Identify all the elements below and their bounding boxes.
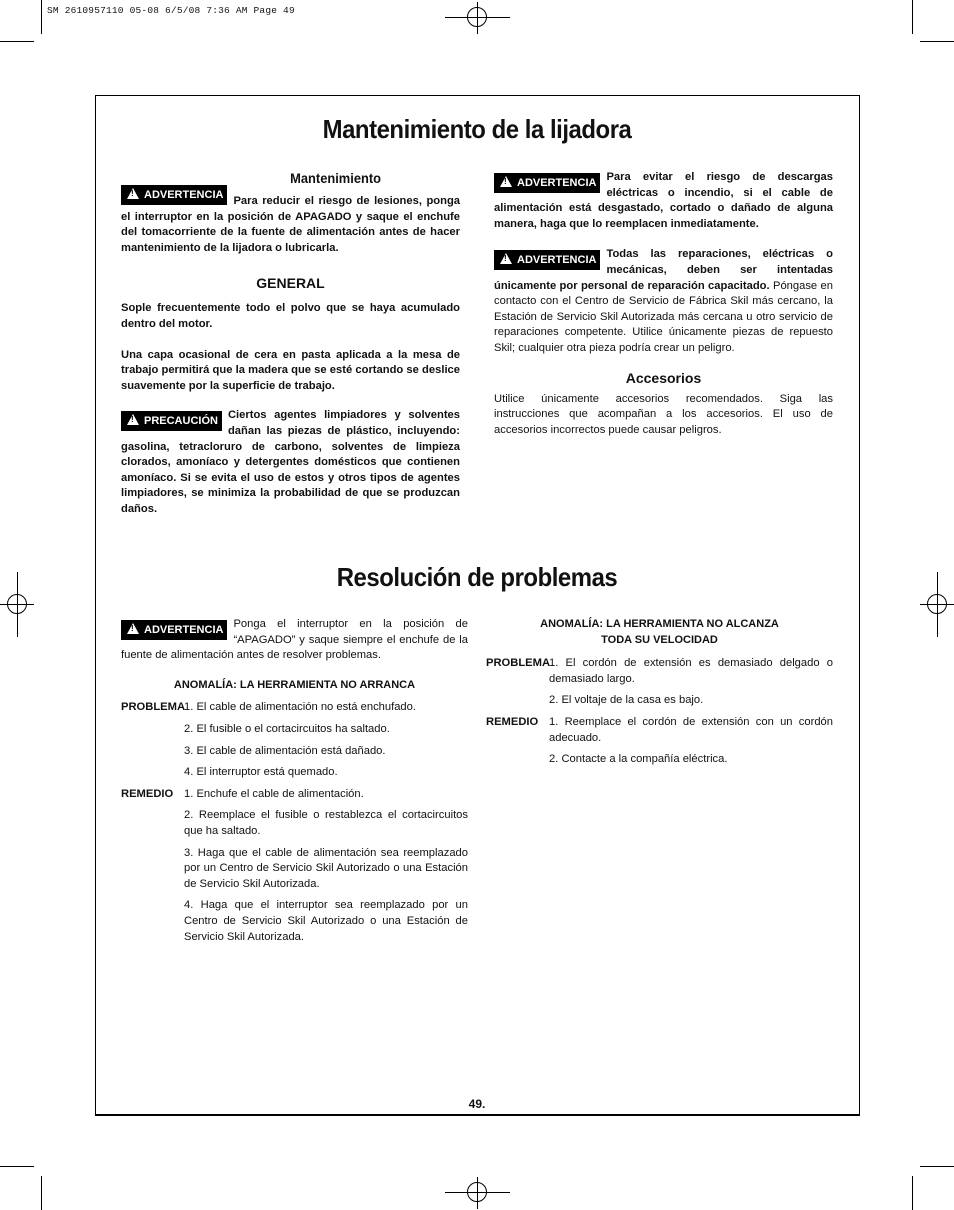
general-paragraph: Una capa ocasional de cera en pasta aplicada a la mesa de trabajo permitirá que la madera que se esté cortando se deslice suavemente por la superficie de trabajo. bbox=[121, 348, 460, 392]
problema-label: PROBLEMA bbox=[121, 701, 186, 714]
anomaly-heading: TODA SU VELOCIDAD bbox=[601, 633, 718, 646]
troubleshooting-left-column bbox=[121, 617, 468, 945]
caution-badge: !PRECAUCIÓN bbox=[121, 411, 222, 431]
warning-icon bbox=[500, 253, 512, 264]
caution-text: Ciertos agentes limpiadores y solventes dañan las piezas de plástico, incluyendo: gasolina, tetracloruro de carbono, solventes de limpieza clorados, amoníaco y detergentes domésticos que contienen amoníaco. Si se evita el uso de estos y otros tipos de agentes limpiadores, se minimiza la probabilidad de que se produzcan daños. bbox=[121, 409, 460, 515]
anomaly-heading: ANOMALÍA: LA HERRAMIENTA NO ARRANCA bbox=[173, 678, 416, 691]
maintenance-right-column bbox=[494, 170, 833, 438]
general-paragraph: Sople frecuentemente todo el polvo que se haya acumulado dentro del motor. bbox=[121, 302, 460, 330]
remedy-item: 2. Contacte a la compañía eléctrica. bbox=[549, 753, 728, 766]
problem-item: 1. El cable de alimentación no está enchufado. bbox=[184, 701, 416, 714]
problem-item: 2. El fusible o el cortacircuitos ha saltado. bbox=[184, 722, 390, 735]
print-slug: SM 2610957110 05-08 6/5/08 7:36 AM Page 49 bbox=[47, 5, 295, 16]
problema-label: PROBLEMA bbox=[486, 657, 551, 670]
crop-mark bbox=[920, 41, 954, 42]
remedy-item: 4. Haga que el interruptor sea reemplazado por un Centro de Servicio Skil Autorizado o una Estación de Servicio Skil Autorizada. bbox=[184, 899, 468, 943]
heading-accesorios: Accesorios bbox=[625, 369, 702, 386]
remedy-item: 3. Haga que el cable de alimentación sea reemplazado por un Centro de Servicio Skil Autorizado o una Estación de Servicio Skil Autorizada. bbox=[184, 846, 468, 890]
problem-item: 4. El interruptor está quemado. bbox=[184, 766, 338, 779]
troubleshooting-right-column bbox=[486, 617, 833, 768]
registration-mark bbox=[927, 594, 947, 614]
warning-text: Para evitar el riesgo de descargas eléctricas o incendio, si el cable de alimentación está desgastado, cortado o dañado de alguna manera, haga que lo reemplacen inmediatamente. bbox=[494, 171, 833, 230]
crop-mark bbox=[41, 0, 42, 34]
crop-mark bbox=[912, 1176, 913, 1210]
problem-item: 2. El voltaje de la casa es bajo. bbox=[549, 694, 704, 707]
registration-mark bbox=[7, 594, 27, 614]
anomaly-heading: ANOMALÍA: LA HERRAMIENTA NO ALCANZA bbox=[540, 618, 779, 630]
crop-mark bbox=[920, 1166, 954, 1167]
warning-badge: !ADVERTENCIA bbox=[121, 185, 227, 205]
warning-text: Todas las reparaciones, eléctricas o mecánicas, deben ser intentadas únicamente por personal de reparación capacitado. Póngase en contacto con el Centro de Servicio de Fábrica Skil más cercano, la Estación de Servicio Skil Autorizada más cercana u otro servicio de reparaciones competente. Utilice únicamente piezas de repuesto Skil; cualquier otra pieza podría crear un peligro. bbox=[494, 248, 833, 354]
warning-text: Para reducir el riesgo de lesiones, ponga el interruptor en la posición de APAGADO y saque el enchufe del tomacorriente de la fuente de alimentación antes de hacer mantenimiento de la lijadora o lubricarla. bbox=[121, 195, 460, 254]
remedy-item: 1. Reemplace el cordón de extensión con un cordón adecuado. bbox=[549, 715, 833, 744]
warning-icon bbox=[500, 176, 512, 187]
warning-badge: !ADVERTENCIA bbox=[494, 250, 600, 270]
accessories-text: Utilice únicamente accesorios recomendados. Siga las instrucciones que acompañan a los accesorios. El uso de accesorios incorrectos puede causar peligros. bbox=[494, 392, 833, 436]
warning-badge: !ADVERTENCIA bbox=[494, 173, 600, 193]
remedio-label: REMEDIO bbox=[121, 787, 174, 800]
remedio-label: REMEDIO bbox=[486, 715, 539, 728]
crop-mark bbox=[41, 1176, 42, 1210]
heading-general: GENERAL bbox=[256, 275, 325, 292]
section-title-maintenance: Mantenimiento de la lijadora bbox=[322, 114, 632, 144]
remedy-item: 2. Reemplace el fusible o restablezca el cortacircuitos que ha saltado. bbox=[184, 809, 468, 837]
heading-mantenimiento: Mantenimiento bbox=[290, 170, 382, 186]
warning-badge: !ADVERTENCIA bbox=[121, 620, 227, 640]
page-number: 49. bbox=[468, 1097, 486, 1111]
maintenance-left-column bbox=[121, 170, 460, 518]
problem-item: 1. El cordón de extensión es demasiado delgado o demasiado largo. bbox=[549, 657, 833, 685]
section-title-troubleshooting: Resolución de problemas bbox=[336, 562, 618, 592]
warning-icon bbox=[127, 414, 139, 425]
warning-icon bbox=[127, 188, 139, 199]
warning-text: Ponga el interruptor en la posición de “APAGADO” y saque siempre el enchufe de la fuente de alimentación antes de resolver problemas. bbox=[121, 618, 468, 662]
registration-mark bbox=[467, 7, 487, 27]
registration-mark bbox=[467, 1182, 487, 1202]
problem-item: 3. El cable de alimentación está dañado. bbox=[184, 744, 386, 757]
crop-mark bbox=[912, 0, 913, 34]
crop-mark bbox=[0, 41, 34, 42]
warning-icon bbox=[127, 623, 139, 634]
remedy-item: 1. Enchufe el cable de alimentación. bbox=[184, 787, 364, 800]
crop-mark bbox=[0, 1166, 34, 1167]
